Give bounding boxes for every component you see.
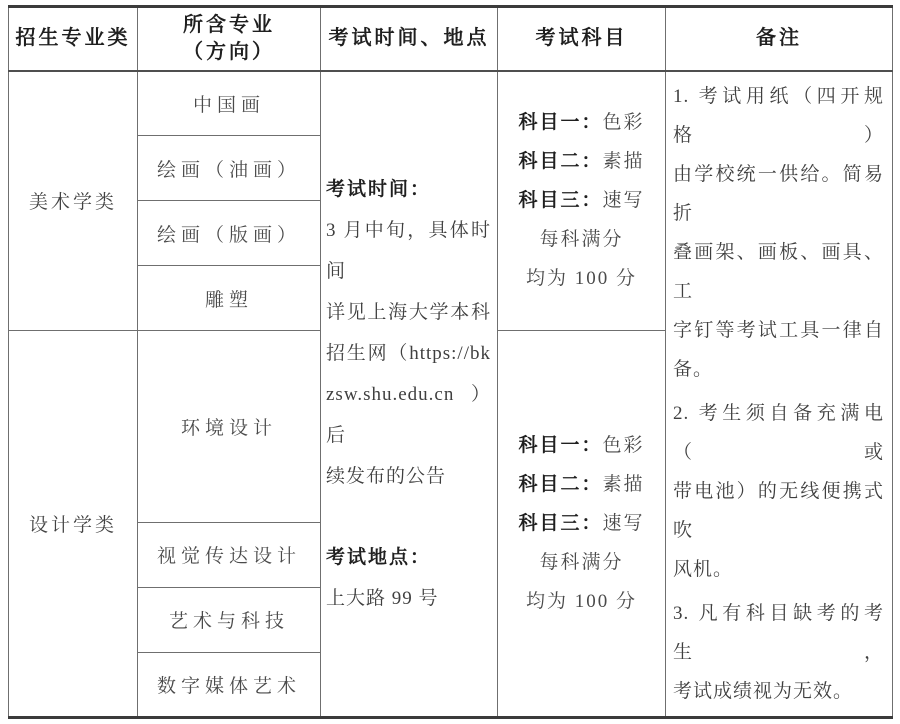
exam-time-line: 续发布的公告 [326, 465, 447, 487]
subjects-cell-fine-arts [498, 71, 666, 331]
major-chinese-painting: 中国画 [138, 71, 321, 136]
subject-label: 科目三： [518, 190, 603, 212]
header-subjects: 考试科目 [498, 7, 666, 71]
exam-time-label: 考试时间： [326, 178, 432, 200]
subject-line [498, 103, 665, 142]
header-majors-line1: 所含专业 [183, 13, 275, 36]
time-location-cell [321, 71, 498, 718]
major-digital-media-art: 数字媒体艺术 [138, 652, 321, 717]
exam-time-line: 招生网（https://bk [326, 342, 491, 364]
remark-line: 字钉等考试工具一律自 [673, 319, 884, 341]
subject-line [498, 465, 665, 504]
major-environment-design: 环境设计 [138, 331, 321, 523]
subject-label: 科目一： [518, 434, 603, 456]
remark-line: 由学校统一供给。简易折 [673, 163, 884, 224]
remark-line: 风机。 [673, 558, 734, 580]
subject-line [498, 426, 665, 465]
remark-item [673, 77, 884, 389]
subject-value: 色彩 [602, 112, 645, 134]
exam-time-line: zsw.shu.edu.cn）后 [326, 383, 491, 446]
subject-note: 均为 100 分 [525, 590, 637, 612]
header-majors [138, 7, 321, 71]
subject-value: 速写 [602, 512, 645, 534]
remark-line: 备。 [673, 358, 714, 380]
subject-value: 速写 [602, 190, 645, 212]
exam-time-line: 详见上海大学本科 [326, 301, 491, 323]
header-time-location: 考试时间、地点 [321, 7, 498, 71]
subject-value: 色彩 [602, 434, 645, 456]
remark-line: 带电池）的无线便携式吹 [673, 480, 884, 541]
header-row [9, 7, 893, 71]
remark-item [673, 594, 884, 711]
remark-item [673, 394, 884, 589]
subject-note: 每科满分 [539, 229, 624, 251]
subject-label: 科目一： [518, 112, 603, 134]
remark-line: 叠画架、画板、画具、工 [673, 241, 884, 302]
subject-value: 素描 [602, 151, 645, 173]
header-remarks: 备注 [666, 7, 893, 71]
header-category: 招生专业类 [9, 7, 138, 71]
subject-line [498, 504, 665, 543]
remark-line: 考试成绩视为无效。 [673, 680, 854, 702]
exam-location-line: 上大路 99 号 [326, 587, 439, 609]
subject-line [498, 181, 665, 220]
remark-line: 2. 考生须自备充满电（或 [673, 402, 884, 463]
major-art-and-technology: 艺术与科技 [138, 587, 321, 652]
exam-time-line: 3 月中旬，具体时间 [326, 219, 491, 282]
remarks-cell [666, 71, 893, 718]
subject-label: 科目三： [518, 512, 603, 534]
subject-note: 均为 100 分 [525, 268, 637, 290]
subject-label: 科目二： [518, 151, 603, 173]
remark-line: 1. 考试用纸（四开规格） [673, 85, 884, 146]
subject-line [498, 142, 665, 181]
subject-note: 每科满分 [539, 551, 624, 573]
major-visual-communication-design: 视觉传达设计 [138, 522, 321, 587]
exam-location-label: 考试地点： [326, 546, 432, 568]
major-sculpture: 雕塑 [138, 266, 321, 331]
table-row [9, 71, 893, 136]
category-design: 设计学类 [9, 331, 138, 718]
subject-value: 素描 [602, 473, 645, 495]
major-printmaking: 绘画（版画） [138, 201, 321, 266]
category-fine-arts: 美术学类 [9, 71, 138, 331]
header-majors-line2: （方向） [183, 40, 275, 63]
subject-label: 科目二： [518, 473, 603, 495]
admissions-exam-table [8, 5, 893, 719]
major-oil-painting: 绘画（油画） [138, 136, 321, 201]
subjects-cell-design [498, 331, 666, 718]
remark-line: 3. 凡有科目缺考的考生， [673, 602, 884, 663]
